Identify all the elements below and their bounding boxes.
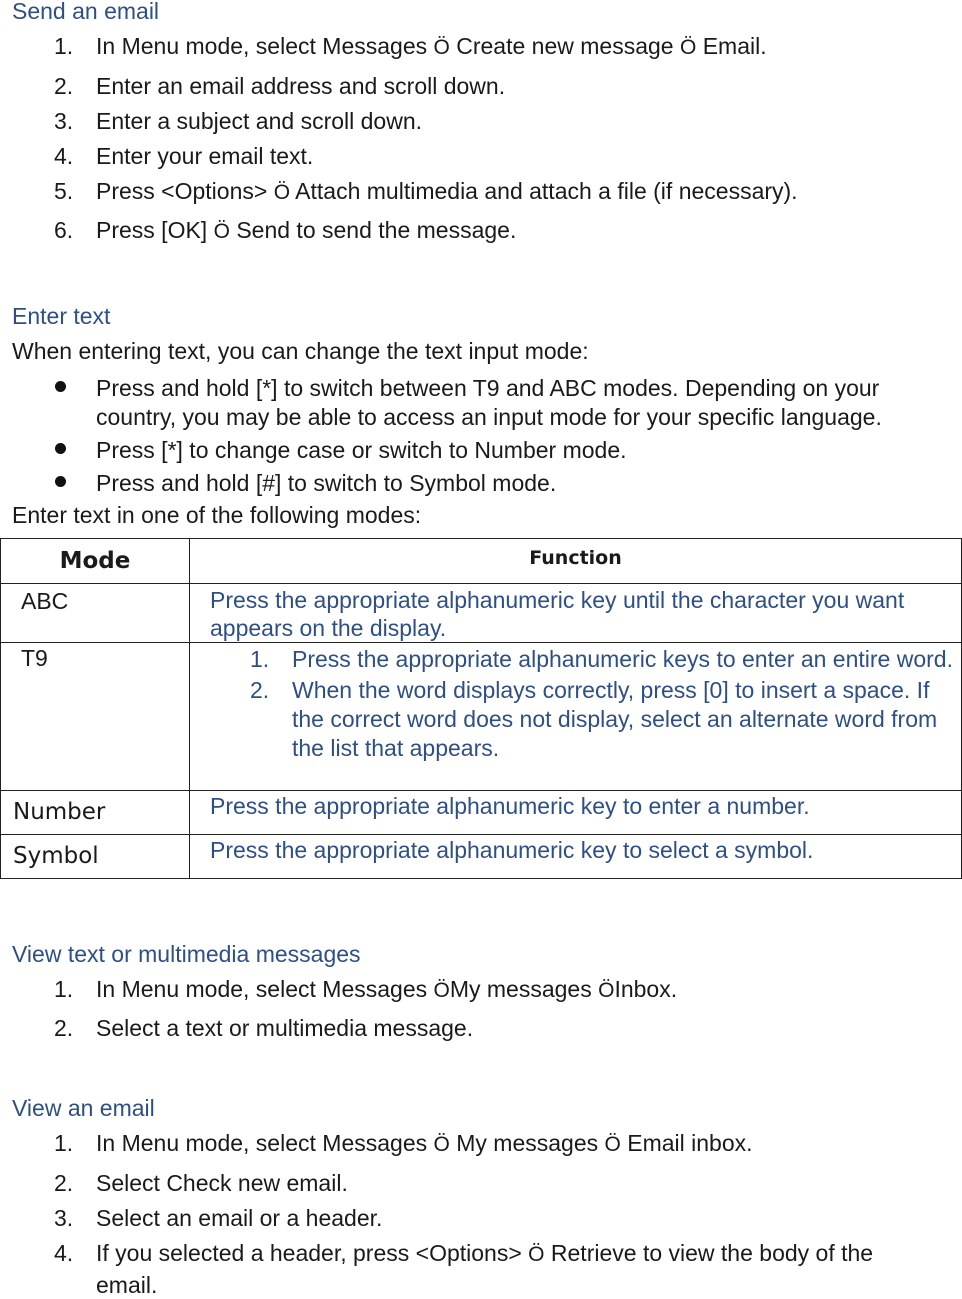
header-function: Function — [190, 539, 962, 584]
function-cell: Press the appropriate alphanumeric key to enter a number. — [190, 791, 962, 835]
arrow-icon: Ö — [433, 1133, 450, 1156]
arrow-icon: Ö — [273, 181, 291, 204]
arrow-icon: Ö — [528, 1243, 545, 1266]
step-text: Enter an email address and scroll down. — [96, 73, 506, 99]
step-text: Press <Options> Ö Attach multimedia and attach a file (if necessary). — [96, 178, 798, 204]
modes-table — [0, 538, 962, 879]
function-cell: Press the appropriate alphanumeric key until the character you want appears on the display. — [190, 584, 962, 643]
step-number: 3. — [54, 1205, 74, 1231]
mode-cell: T9 — [1, 643, 190, 791]
arrow-icon: Ö — [433, 36, 450, 59]
step-text: Select a text or multimedia message. — [96, 1015, 474, 1041]
heading-send-email: Send an email — [12, 0, 160, 24]
bullet-text: Press [*] to change case or switch to Number mode. — [96, 437, 627, 463]
step-text: In Menu mode, select Messages ÖMy messages ÖInbox. — [96, 976, 678, 1002]
mode-cell: Symbol — [1, 835, 190, 879]
arrow-icon: Ö — [679, 36, 697, 59]
step-number: 4. — [54, 143, 74, 169]
header-mode: Mode — [1, 539, 190, 584]
step-text-continued: email. — [96, 1272, 158, 1298]
step-text: Select an email or a header. — [96, 1205, 383, 1231]
mode-cell: ABC — [1, 584, 190, 643]
step-number: 2. — [54, 73, 74, 99]
function-cell — [190, 643, 962, 791]
bullet-text: Press and hold [#] to switch to Symbol mode. — [96, 470, 557, 496]
bullet-text-continued: country, you may be able to access an input mode for your specific language. — [96, 404, 882, 430]
bullet-icon — [55, 443, 66, 454]
mode-cell: Number — [1, 791, 190, 835]
table-row — [1, 791, 962, 835]
table-row — [1, 584, 962, 643]
arrow-icon: Ö — [604, 1133, 621, 1156]
arrow-icon: Ö — [433, 979, 450, 1002]
function-cell: Press the appropriate alphanumeric key to select a symbol. — [190, 835, 962, 879]
step-text: Enter a subject and scroll down. — [96, 108, 423, 134]
step-text: If you selected a header, press <Options> Ö Retrieve to view the body of the — [96, 1240, 874, 1266]
list-item: 2. When the word displays correctly, press [0] to insert a space. If the correct word does not display, select an alternate word from the list that appears. — [250, 677, 938, 761]
step-text: Select Check new email. — [96, 1170, 348, 1196]
step-text: Enter your email text. — [96, 143, 314, 169]
step-number: 1. — [54, 976, 74, 1002]
arrow-icon: Ö — [213, 220, 230, 243]
step-number: 3. — [54, 108, 74, 134]
arrow-icon: Ö — [598, 979, 615, 1002]
step-number: 1. — [54, 1130, 74, 1156]
table-row — [1, 643, 962, 791]
table-header-row — [1, 539, 962, 584]
bullet-icon — [55, 476, 66, 487]
step-number: 2. — [54, 1170, 74, 1196]
table-intro: Enter text in one of the following modes: — [12, 502, 422, 528]
step-number: 6. — [54, 217, 74, 243]
bullet-icon — [55, 381, 66, 392]
heading-view-messages: View text or multimedia messages — [12, 941, 361, 967]
step-text: In Menu mode, select Messages Ö Create new message Ö Email. — [96, 33, 767, 59]
intro-text: When entering text, you can change the text input mode: — [12, 338, 589, 364]
bullet-text: Press and hold [*] to switch between T9 and ABC modes. Depending on your — [96, 375, 880, 401]
list-item: 1. Press the appropriate alphanumeric keys to enter an entire word. — [250, 646, 953, 672]
heading-view-email: View an email — [12, 1095, 155, 1121]
step-text: Press [OK] Ö Send to send the message. — [96, 217, 517, 243]
step-number: 2. — [54, 1015, 74, 1041]
step-text: In Menu mode, select Messages Ö My messages Ö Email inbox. — [96, 1130, 753, 1156]
table-row — [1, 835, 962, 879]
step-number: 4. — [54, 1240, 74, 1266]
step-number: 1. — [54, 33, 74, 59]
step-number: 5. — [54, 178, 74, 204]
heading-enter-text: Enter text — [12, 303, 111, 329]
